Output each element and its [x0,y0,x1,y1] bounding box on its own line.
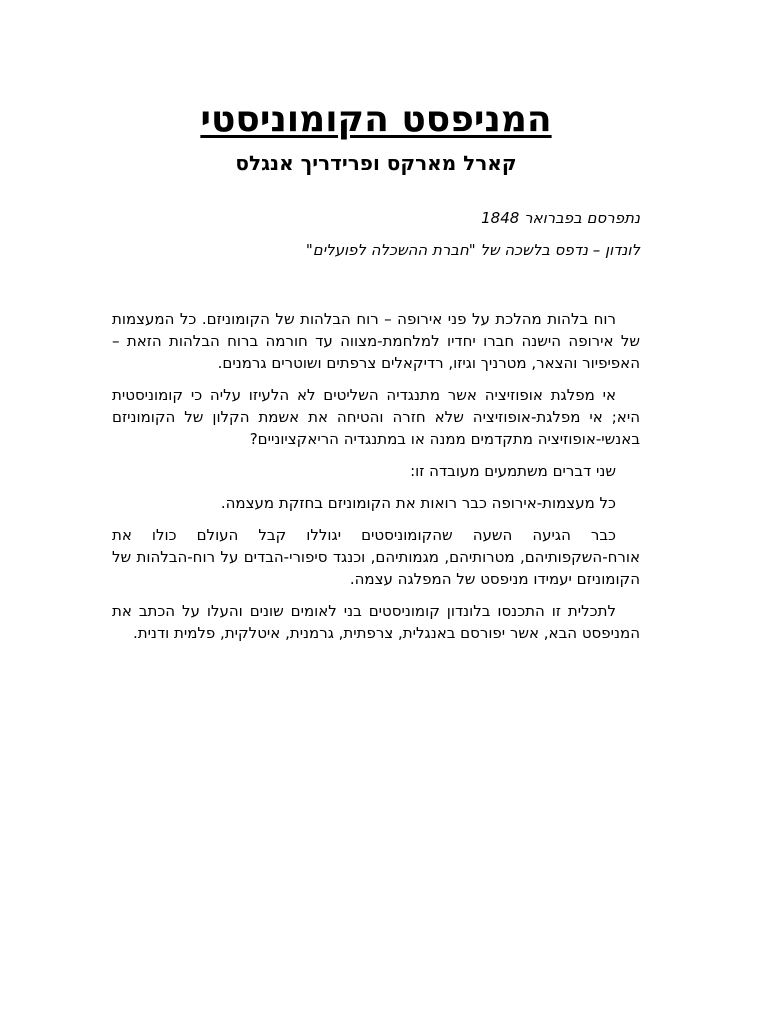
document-page [112,98,640,654]
paragraph-4: כל מעצמות-אירופה כבר רואות את הקומוניזם בחזקת מעצמה. [220,494,616,512]
publication-date-line [112,208,640,228]
document-title: המניפסט הקומוניסטי [200,99,552,140]
document-authors: קארל מארקס ופרידריך אנגלס [235,151,517,175]
publication-place-line [112,240,640,260]
paragraph-6: לתכלית זו התכנסו בלונדון קומוניסטים בני לאומים שונים והעלו על הכתב את המניפסט הבא, אשר יפורסם באנגלית, צרפתית, גרמנית, איטלקית, פלמית ודנית. [112,602,640,642]
document-body [112,308,640,644]
paragraph-2: אי מפלגת אופוזיציה אשר מתנגדיה השליטים לא הלעיזו עליה כי קומוניסטית היא; אי מפלגת-אופוזיציה שלא חזרה והטיחה את אשמת הקלון של הקומוניזם באנשי-אופוזיציה מתקדמים ממנה או במתנגדיה הריאקציוניים? [112,386,640,448]
paragraph-5: כבר הגיעה השעה שהקומוניסטים יגוללו קבל העולם כולו את אורח-השקפותיהם, מטרותיהם, מגמותיהם, וכנגד סיפורי-הבדים על רוח-הבלהות של הקומוניזם יעמידו מניפסט של המפלגה עצמה. [112,526,640,588]
paragraph-3: שני דברים משתמעים מעובדה זו: [410,462,616,480]
publication-place: לונדון – נדפס בלשכה של "חברת ההשכלה לפועלים" [305,241,640,259]
publication-date: נתפרסם בפברואר 1848 [481,209,640,227]
paragraph-1: רוח בלהות מהלכת על פני אירופה – רוח הבלהות של הקומוניזם. כל המעצמות של אירופה הישנה חברו יחדיו למלחמת-מצווה עד חורמה ברוח הבלהות הזאת – האפיפיור והצאר, מטרניך וגיזו, רדיקאלים צרפתים ושוטרים גרמנים. [112,310,640,372]
